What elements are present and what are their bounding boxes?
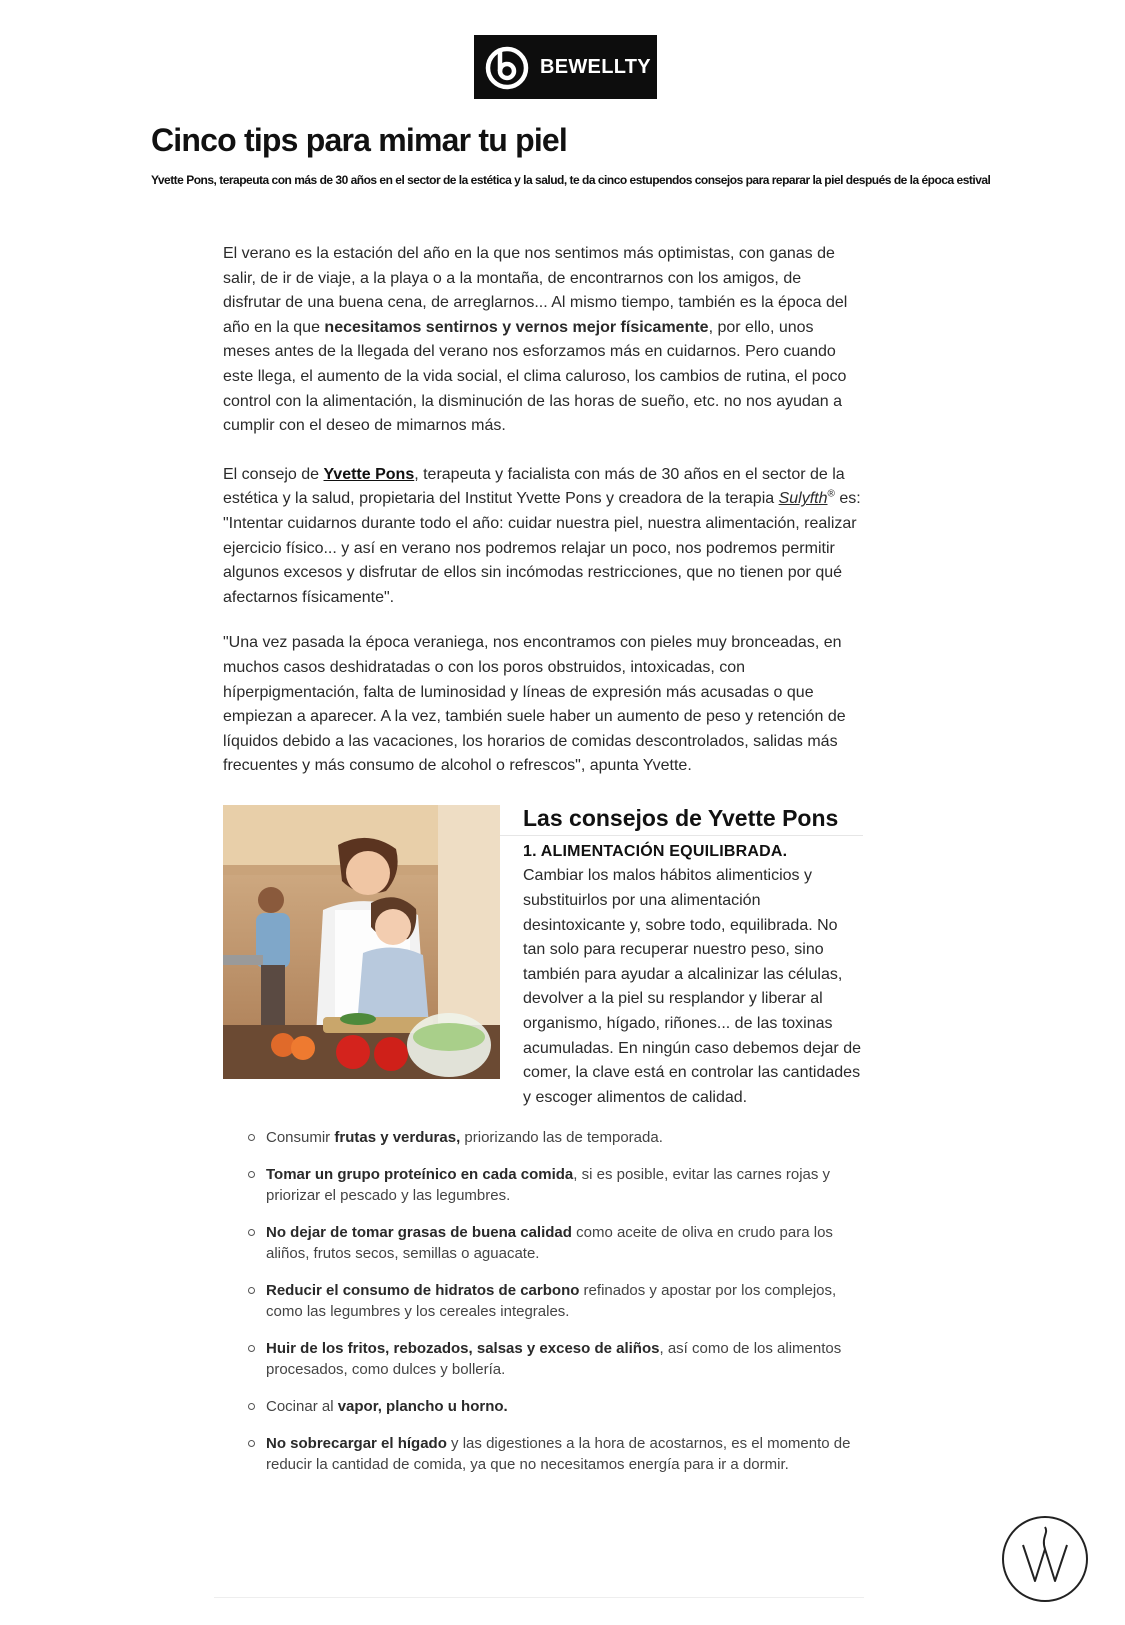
section-heading: Las consejos de Yvette Pons <box>223 801 863 836</box>
paragraph-advice <box>223 463 863 611</box>
paragraph-text: , terapeuta y facialista con más de 30 años en el sector de la estética y la salud, propietaria del Institut Yvette Pons y creadora de la terapia <box>223 465 845 508</box>
bewellty-logo[interactable] <box>474 35 657 99</box>
list-item: No dejar de tomar grasas de buena calidad como aceite de oliva en crudo para los aliños, frutos secos, semillas o aguacate. <box>266 1222 863 1264</box>
logo-text: BEWELLTY <box>540 55 651 78</box>
paragraph-text: , por ello, unos meses antes de la llegada del verano nos esforzamos más en cuidarnos. Pero cuando este llega, el aumento de la vida social, el clima caluroso, los cambios de rutina, el poco control con la alimentación, la disminución de las horas de sueño, etc. no nos ayudan a cumplir con el deseo de mimarnos más. <box>223 318 847 435</box>
list-item: Consumir frutas y verduras, priorizando las de temporada. <box>266 1127 863 1148</box>
paragraph-text: es: "Intentar cuidarnos durante todo el año: cuidar nuestra piel, nuestra alimentación, realizar ejercicio físico... y así en verano nos podremos relajar un poco, nos podremos permitir algunos excesos y disfrutar de ellos sin incómodas restricciones, que no tienen por qué afectarnos físicamente". <box>223 490 861 606</box>
emphasis-text: necesitamos sentirnos y vernos mejor físicamente <box>324 318 709 336</box>
list-item: Huir de los fritos, rebozados, salsas y exceso de aliños, así como de los alimentos procesados, como dulces y bollería. <box>266 1338 863 1380</box>
sulyfth-link[interactable]: Sulyfth <box>778 490 828 508</box>
list-item: Tomar un grupo proteínico en cada comida, si es posible, evitar las carnes rojas y priorizar el pescado y las legumbres. <box>266 1164 863 1206</box>
tips-section <box>223 801 863 1111</box>
tips-list <box>223 1127 863 1475</box>
paragraph-text: El verano es la estación del año en la que nos sentimos más optimistas, con ganas de salir, de ir de viaje, a la playa o a la montaña, de encontrarnos con los amigos, de disfrutar de una buena cena, de arreglarnos... Al mismo tiempo, también es la época del año en la que <box>223 245 848 336</box>
paragraph-quote: "Una vez pasada la época veraniega, nos encontramos con pieles muy bronceadas, en muchos casos deshidratadas o con los poros obstruidos, intoxicadas, con híperpigmentación, falta de luminosidad y líneas de expresión más acusadas o que empiezan a aparecer. A la vez, también suele haber un aumento de peso y retención de líquidos debido a las vacaciones, los horarios de comidas descontrolados, salidas más frecuentes y más consumo de alcohol o refrescos", apunta Yvette. <box>223 634 846 775</box>
divider <box>214 1597 864 1598</box>
list-item: Cocinar al vapor, plancho u horno. <box>266 1396 863 1417</box>
page-title: Cinco tips para mimar tu piel <box>151 122 568 158</box>
kitchen-photo <box>223 805 500 1079</box>
tip-title: 1. ALIMENTACIÓN EQUILIBRADA. <box>523 842 788 860</box>
tip-body: Cambiar los malos hábitos alimenticios y substituirlos por una alimentación desintoxicante y, sobre todo, equilibrada. No tan solo para recuperar nuestro peso, sino también para ayudar a alcalinizar las células, devolver a la piel su resplandor y liberar al organismo, hígado, riñones... de las toxinas acumuladas. En ningún caso debemos dejar de comer, la clave está en controlar las cantidades y escoger alimentos de calidad. <box>523 867 861 1106</box>
yvette-pons-link[interactable]: Yvette Pons <box>323 465 415 483</box>
paragraph-intro <box>223 242 863 439</box>
paragraph-text: El consejo de <box>223 465 324 483</box>
registered-mark: ® <box>827 489 835 501</box>
swirl-logo-icon <box>482 42 532 92</box>
w-monogram-icon <box>1001 1515 1089 1603</box>
list-item: Reducir el consumo de hidratos de carbono refinados y apostar por los complejos, como las legumbres y los cereales integrales. <box>266 1280 863 1322</box>
list-item: No sobrecargar el hígado y las digestiones a la hora de acostarnos, es el momento de reducir la cantidad de comida, ya que no necesitamos energía para ir a dormir. <box>266 1433 863 1475</box>
article-body <box>223 242 863 1491</box>
page-subtitle: Yvette Pons, terapeuta con más de 30 años en el sector de la estética y la salud, te da cinco estupendos consejos para reparar la piel después de la época estival <box>151 173 991 187</box>
